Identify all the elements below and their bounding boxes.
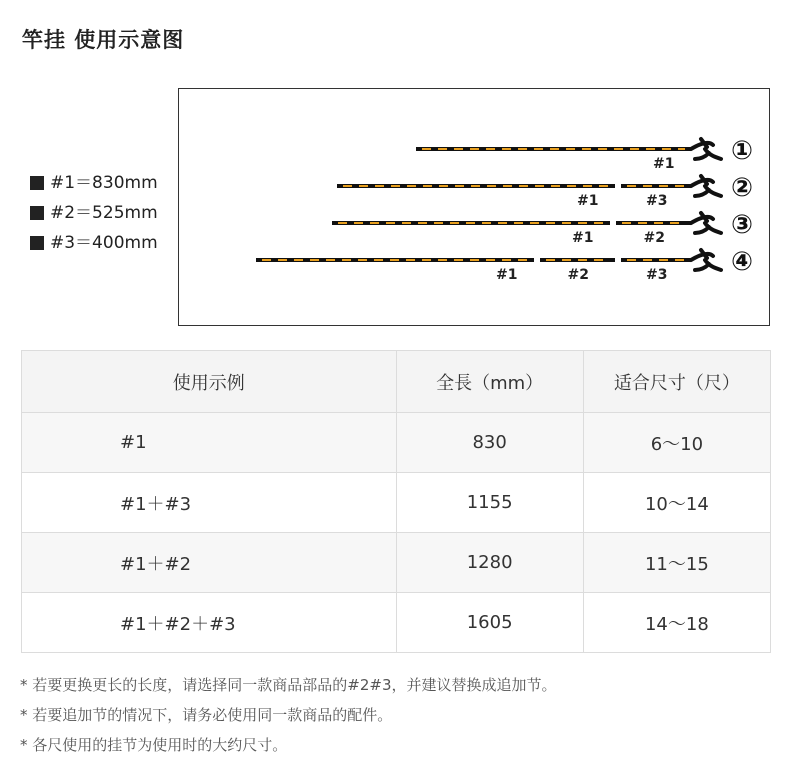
legend (30, 168, 158, 258)
square-icon (30, 176, 44, 190)
cell-size: 14〜18 (583, 593, 770, 653)
square-icon (30, 236, 44, 250)
cell-size: 10〜14 (583, 473, 770, 533)
header-size: 适合尺寸（尺） (583, 351, 770, 413)
cell-usage: #1＋#2＋#3 (22, 593, 397, 653)
holder-icon (691, 176, 721, 196)
table-row (22, 533, 771, 593)
header-length: 全長（mm） (396, 351, 583, 413)
table-row (22, 473, 771, 533)
legend-label: #3＝400mm (50, 233, 158, 253)
segment-label: #3 (646, 193, 668, 209)
segment-label: #1 (653, 156, 675, 172)
table-header-row (22, 351, 771, 413)
holder-icon (691, 250, 721, 270)
segment-label: #3 (646, 267, 668, 283)
holder-icon (691, 139, 721, 159)
cell-length: 1605 (396, 593, 583, 653)
note-line: * 若要更换更长的长度，请选择同一款商品部品的#2#3，并建议替换成追加节。 (20, 676, 557, 694)
note-line: * 各尺使用的挂节为使用时的大约尺寸。 (20, 736, 288, 754)
segment-label: #1 (572, 230, 594, 246)
note-line: * 若要追加节的情况下，请务必使用同一款商品的配件。 (20, 706, 393, 724)
header-usage: 使用示例 (22, 351, 397, 413)
table-row (22, 413, 771, 473)
cell-size: 11〜15 (583, 533, 770, 593)
cell-size: 6〜10 (583, 413, 770, 473)
page-title: 竿挂 使用示意图 (22, 28, 185, 52)
legend-item (30, 198, 158, 228)
segment-label: #1 (496, 267, 518, 283)
row-marker: ② (731, 173, 754, 203)
table-row (22, 593, 771, 653)
cell-length: 1280 (396, 533, 583, 593)
legend-item (30, 228, 158, 258)
notes (20, 670, 557, 760)
cell-usage: #1＋#3 (22, 473, 397, 533)
segment-label: #1 (577, 193, 599, 209)
cell-length: 1155 (396, 473, 583, 533)
square-icon (30, 206, 44, 220)
segment-label: #2 (643, 230, 665, 246)
legend-label: #2＝525mm (50, 203, 158, 223)
holder-icon (691, 213, 721, 233)
row-marker: ④ (731, 247, 754, 277)
usage-table (21, 350, 771, 653)
usage-diagram (178, 88, 770, 326)
row-marker: ③ (731, 210, 754, 240)
cell-usage: #1＋#2 (22, 533, 397, 593)
segment-label: #2 (567, 267, 589, 283)
row-marker: ① (731, 136, 754, 166)
diagram-canvas (179, 89, 769, 325)
cell-length: 830 (396, 413, 583, 473)
cell-usage: #1 (22, 413, 397, 473)
legend-item (30, 168, 158, 198)
legend-label: #1＝830mm (50, 173, 158, 193)
